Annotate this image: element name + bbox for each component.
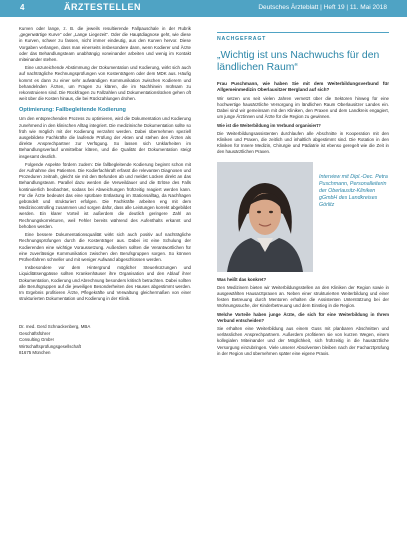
body-paragraph: Um den entsprechenden Prozess zu optimieren, wird die Dokumentation und Kodierung zunehmend in den klinischen Alltag integriert. Die medizinische Dokumentation sollte so früh wie möglich mit der Kodierung verzahnt werden. Dabei übernehmen speziell ausgebildete Fachkräfte die laufende Prüfung der Akten und stehen den Ärzten als direkte Ansprechpartner zur Verfügung. So lassen sich Unklarheiten im Behandlungsverlauf unmittelbar klären, und die Qualität der Dokumentation steigt insgesamt deutlich. <box>19 116 191 159</box>
author-name: Dr. med. Gerd Schnackenberg, MBA <box>19 324 91 330</box>
body-paragraph: Eine bessere Dokumentationsqualität wirkt sich auch positiv auf nachträgliche Rechnungsprüfungen durch die Kostenträger aus. Dabei ist eine Schulung der Kodierenden eine wichtige Voraussetzung. Außerdem sollten die Verantwortlichen für eine zuverlässige Kommunikation zwischen den Berufsgruppen sorgen. So können Prüfverfahren schneller und mit weniger Aufwand abgeschlossen werden. <box>19 232 191 262</box>
interview-answer: Sie erhalten eine Weiterbildung aus einem Guss mit planbaren Abschnitten und verlässlichen Ansprechpartnern. Außerdem profitieren sie von kurzen Wegen, einem kollegialen Miteinander und der Möglichkeit, sich frühzeitig in die hausärztliche Versorgung einzubringen. Viele unserer Absolventen bleiben nach der Facharztprüfung in der Region und übernehmen später eine eigene Praxis. <box>217 326 389 356</box>
author-city: 81675 München <box>19 349 51 355</box>
interview-question: Wie ist die Weiterbildung im Verbund organisiert? <box>217 122 321 128</box>
portrait-illustration <box>217 162 313 272</box>
section-subhead: Optimierung: Fallbegleitende Kodierung <box>19 107 126 114</box>
left-column <box>19 26 191 541</box>
page-header <box>0 0 407 17</box>
interview-title: „Wichtig ist uns Nachwuchs für den ländlichen Raum“ <box>217 50 380 73</box>
author-role: Geschäftsführer <box>19 330 51 336</box>
right-column <box>217 26 389 541</box>
portrait-caption: Interview mit Dipl.-Oec. Petra Puschmann, Personalleiterin der Oberlausitz-Kliniken gGmbH des Landkreises Görlitz <box>319 173 388 208</box>
interview-question: Was heißt das konkret? <box>217 276 267 282</box>
author-company: Consulting GmbH <box>19 337 54 343</box>
interview-answer: Wir setzen uns seit vielen Jahren vernetzt über die Sektoren hinweg für eine hochwertige hausärztliche Versorgung im ländlichen Raum Oberlausitzer Landes ein. Dabei sind wir gemeinsam mit den Kliniken, den Praxen und dem Landkreis engagiert, um junge Ärztinnen und Ärzte für die Region zu gewinnen. <box>217 95 389 120</box>
body-paragraph: Folgende Aspekte fördern zudem: Die fallbegleitende Kodierung beginnt schon mit der Aufnahme des Patienten. Die Kodierfachkraft erfasst die relevanten Diagnosen und Prozeduren zeitnah, gleicht sie mit den Befunden ab und meldet Lücken direkt an das Behandlungsteam. Parallel dazu werden die Verweildauer und die Erlöse des Falls kontinuierlich beobachtet, sodass bei Abweichungen frühzeitig reagiert werden kann. Für die Ärzte bedeutet das eine spürbare Entlastung im Stationsalltag, da Nachfragen gebündelt und strukturiert erfolgen. Die Fachkräfte arbeiten eng mit dem Medizincontrolling zusammen und sorgen dafür, dass alle Leistungen korrekt abgebildet werden. Ein klarer Vorteil ist außerdem die deutlich geringere Zahl an Rechnungskorrekturen, weil Fehler bereits während des Aufenthalts erkannt und behoben werden. <box>19 161 191 229</box>
body-paragraph: Insbesondere vor dem Hintergrund möglicher Steuerkürzungen und Liquiditätsengpässe sollten Krankenhäuser ihre Organisation und den Ablauf ihrer Dokumentation, Kodierung und Abrechnung besonders kritisch betrachten. Dabei sollten alle Berufsgruppen auf die jeweiligen Besonderheiten des Hauses abgestimmt werden. Im Ergebnis profitieren Ärzte, Pflegekräfte und Verwaltung gleichermaßen von einer strukturierten Dokumentation und Kodierung in der Klinik. <box>19 265 191 302</box>
page-number: 4 <box>20 3 25 12</box>
section-rule <box>217 32 389 33</box>
body-paragraph: Kurven oder lange, z. B. die jeweils resultierende Fallpauschale in der Rubrik „gegenwärtige Kurve“ oder „Lange Liegezeit“. Oder die Hauptdiagnose geht, wie diese in Kurven, schwer zu fassen, nicht immer eindeutig, aus den Kurven hervor. Diese Vorgaben verlangen, dass man einerseits insbesondere dann, wenn Kodierer und Ärzte oder das Behandlungsteam unabhängig voneinander arbeiten und wenig im Kontakt miteinander stehen. <box>19 26 191 63</box>
author-company-type: Wirtschaftsprüfungsgesellschaft <box>19 343 81 349</box>
interview-question: Welche Vorteile haben junge Ärzte, die sich für eine Weiterbildung in Ihrem Verbund entscheiden? <box>217 311 389 323</box>
portrait-figure <box>217 162 389 272</box>
interview-answer: Den Medizinern bieten wir Weiterbildungsstellen an den Kliniken der Region sowie in ausgewählten Hausarztpraxen an. Neben einer strukturierten Weiterbildung und einer festen Betreuung durch Mentoren erhalten die Assistenten Unterstützung bei der Wohnungssuche, der Kinderbetreuung und dem Einstieg in die Region. <box>217 284 389 309</box>
section-kicker: NACHGEFRAGT <box>217 36 267 42</box>
body-paragraph: Eine unzureichende Abstimmung der Dokumentation und Kodierung, wirkt sich auch auf nachträgliche Rechnungsprüfungen von Kostenträgern oder dem MDK aus. Häufig kommt es dann zu einer sehr aufwändigen Kommunikation zwischen Kodierern und behandelnden Ärzten, um Fragen zu klären, die im Nachhinein mühsam zu rekonstruieren sind. Die Rückfragen zu Fallzahlen und Dokumentationslücken gehen oft weit über die Kosten hinaus, die bei Rückzahlungen drohen. <box>19 65 191 102</box>
publication-logo: ÄRZTESTELLEN <box>64 2 141 12</box>
interview-question: Frau Puschmann, wie haben Sie mit dem Weiterbildungsverbund für Allgemeinmedizin Oberlausitzer Bergland auf sich? <box>217 81 389 93</box>
portrait-photo <box>217 162 313 272</box>
author-affiliation <box>19 324 191 356</box>
interview-answer: Die Weiterbildungsassistenten durchlaufen alle Abschnitte in Kooperation mit den Kliniken und Praxen, die zeitlich und inhaltlich abgestimmt sind. Die Rotation in den Kliniken für Innere Medizin, Chirurgie und Pädiatrie ist ebenso geregelt wie die Zeit in den hausärztlichen Praxen. <box>217 130 389 155</box>
issue-line: Deutsches Ärzteblatt | Heft 19 | 11. Mai 2018 <box>258 4 387 11</box>
